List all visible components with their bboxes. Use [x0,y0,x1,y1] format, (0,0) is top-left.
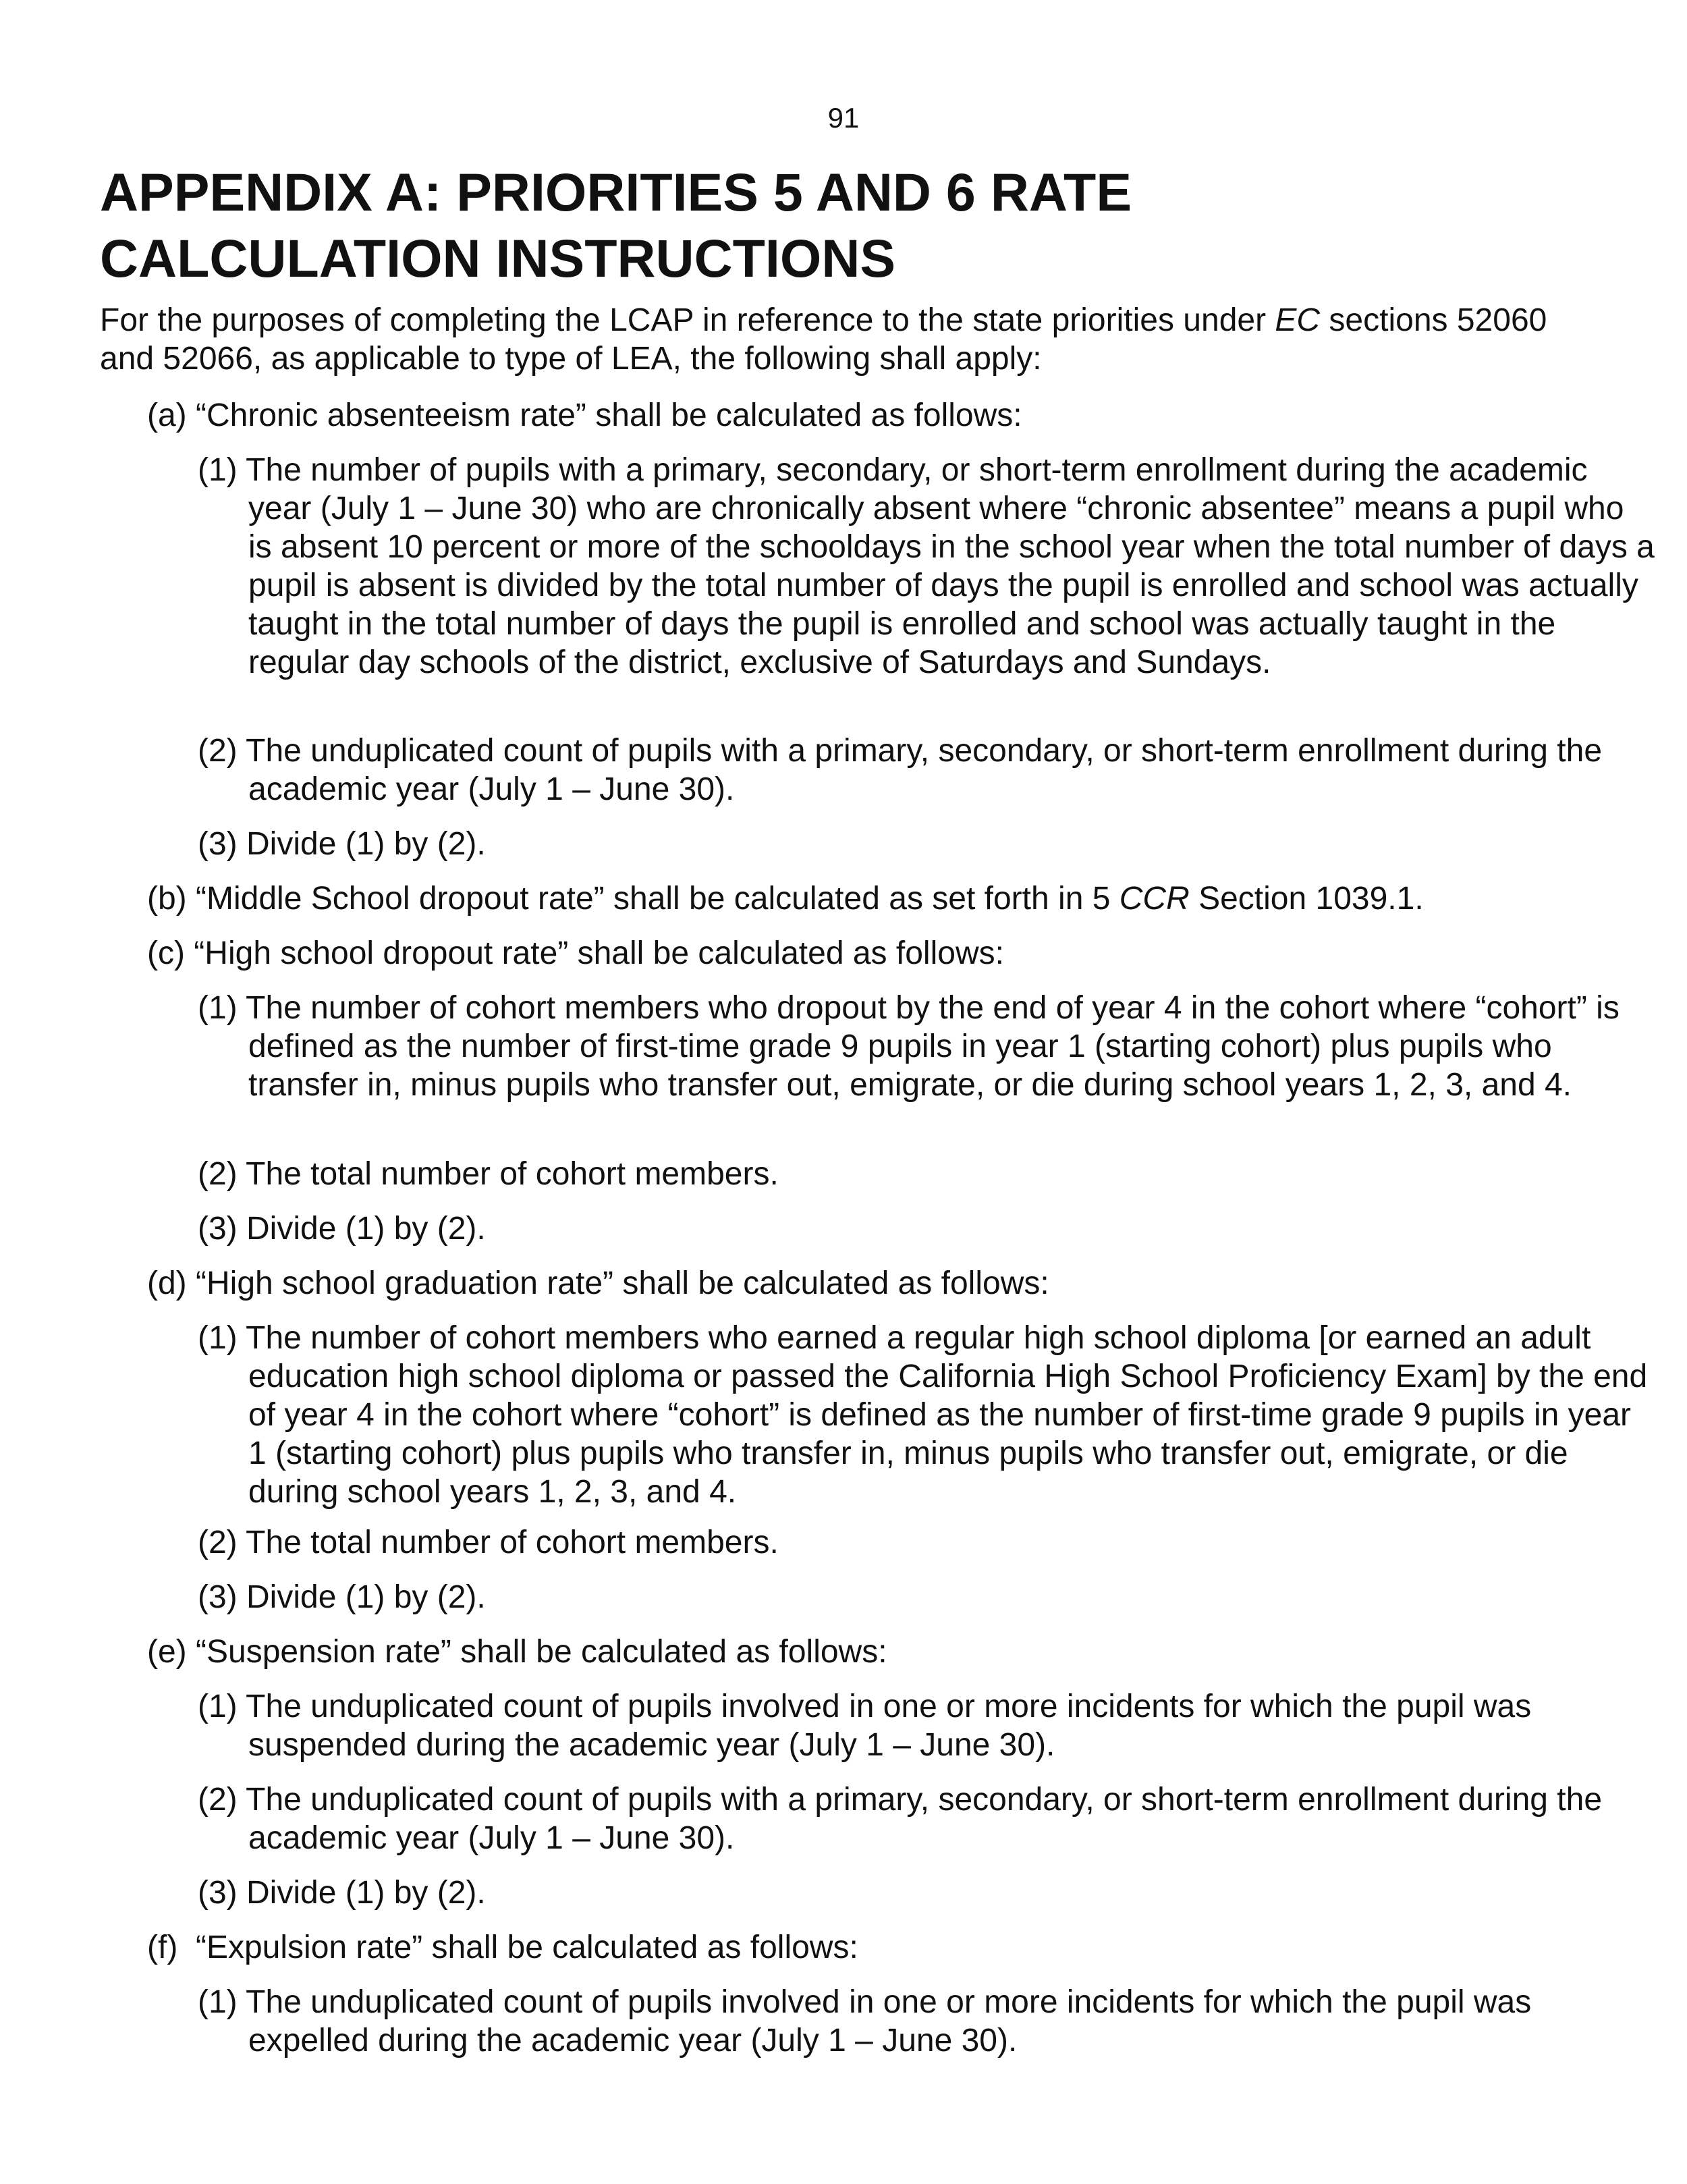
title-line-2: CALCULATION INSTRUCTIONS [100,228,896,288]
page-title [100,159,1584,292]
section-d-item-3: (3) Divide (1) by (2). [198,1579,486,1615]
intro-paragraph: For the purposes of completing the LCAP in reference to the state priorities under EC sections 52060 and 52066, as applicable to type of LEA, the following shall apply: [100,302,1547,377]
section-d-item-2: (2) The total number of cohort members. [198,1525,779,1560]
section-f-heading: (f) “Expulsion rate” shall be calculated as follows: [147,1930,858,1965]
section-f-item-1: (1) The unduplicated count of pupils involved in one or more incidents for which the pupil was expelled during the academic year (July 1 – June 30). [198,1984,1532,2058]
section-e-item-3: (3) Divide (1) by (2). [198,1875,486,1911]
section-c-item-3: (3) Divide (1) by (2). [198,1211,486,1247]
ec-italic: EC [1275,302,1321,338]
ccr-italic: CCR [1119,881,1190,917]
section-e-item-1: (1) The unduplicated count of pupils involved in one or more incidents for which the pupil was suspended during the academic year (July 1 – June 30). [198,1689,1532,1763]
section-a-item-1: (1) The number of pupils with a primary, secondary, or short-term enrollment during the academic year (July 1 – June 30) who are chronically absent where “chronic absentee” means a pupil who is absent 10 percent or more of the schooldays in the school year when the total number of days a pupil is absent is divided by the total number of days the pupil is enrolled and school was actually taught in the total number of days the pupil is enrolled and school was actually taught in the regular day schools of the district, exclusive of Saturdays and Sundays. [198,452,1655,680]
section-e-item-2: (2) The unduplicated count of pupils with a primary, secondary, or short-term enrollment during the academic year (July 1 – June 30). [198,1782,1603,1856]
section-a-item-3: (3) Divide (1) by (2). [198,826,486,862]
section-d-item-1: (1) The number of cohort members who earned a regular high school diploma [or earned an adult education high school diploma or passed the California High School Proficiency Exam] by the end of year 4 in the cohort where “cohort” is defined as the number of first-time grade 9 pupils in year 1 (starting cohort) plus pupils who transfer in, minus pupils who transfer out, emigrate, or die during school years 1, 2, 3, and 4. [198,1320,1648,1510]
page-number: 91 [827,102,860,134]
section-c-heading: (c) “High school dropout rate” shall be calculated as follows: [147,935,1004,971]
title-line-1: APPENDIX A: PRIORITIES 5 AND 6 RATE [100,162,1132,222]
section-b: (b) “Middle School dropout rate” shall be calculated as set forth in 5 CCR Section 1039.1. [147,881,1424,917]
section-e-heading: (e) “Suspension rate” shall be calculated as follows: [147,1634,887,1670]
section-c-item-1: (1) The number of cohort members who dropout by the end of year 4 in the cohort where “cohort” is defined as the number of first-time grade 9 pupils in year 1 (starting cohort) plus pupils who transfer in, minus pupils who transfer out, emigrate, or die during school years 1, 2, 3, and 4. [198,990,1620,1103]
section-a-heading: (a) “Chronic absenteeism rate” shall be calculated as follows: [147,398,1022,433]
section-a-item-2: (2) The unduplicated count of pupils with a primary, secondary, or short-term enrollment during the academic year (July 1 – June 30). [198,733,1603,807]
section-c-item-2: (2) The total number of cohort members. [198,1156,779,1192]
section-d-heading: (d) “High school graduation rate” shall be calculated as follows: [147,1265,1049,1301]
